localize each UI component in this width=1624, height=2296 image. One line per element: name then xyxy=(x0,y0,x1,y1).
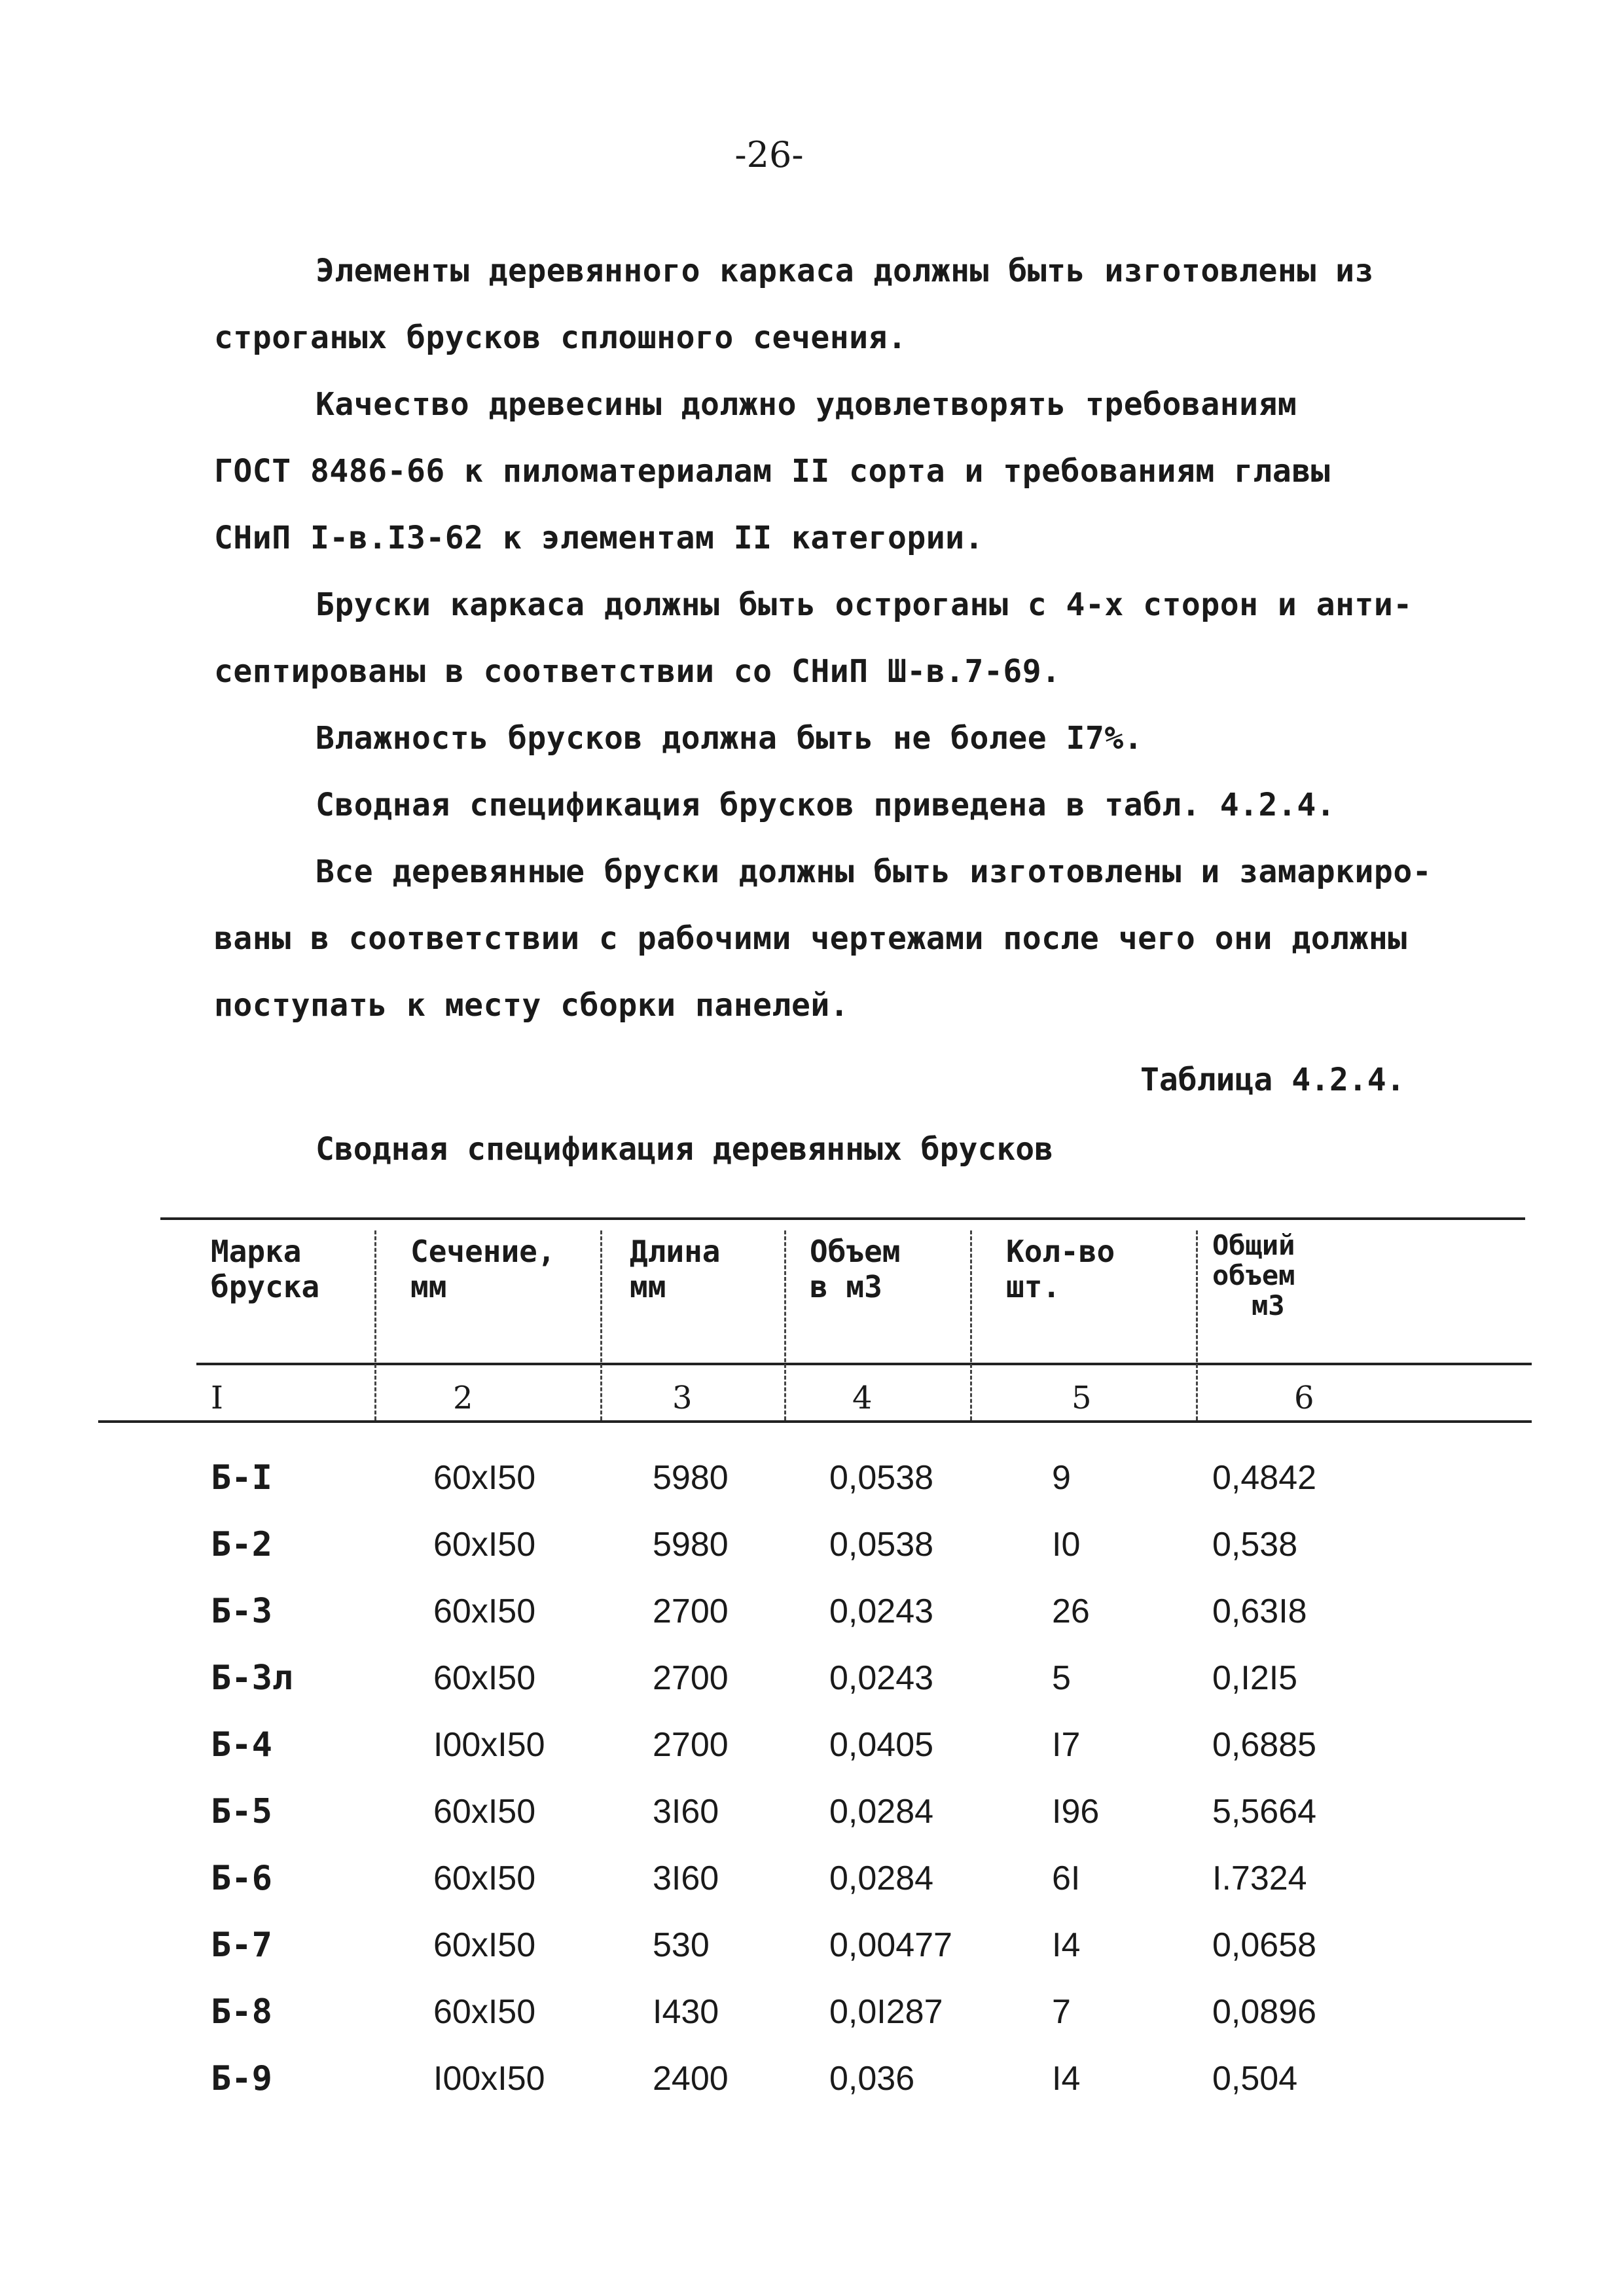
cell-count: 9 xyxy=(1052,1459,1071,1497)
table-row xyxy=(0,1592,1624,1651)
cell-length: I430 xyxy=(653,1993,719,2031)
cell-volume: 0,0284 xyxy=(829,1859,934,1897)
cell-count: I7 xyxy=(1052,1726,1081,1764)
text-line: септированы в соответствии со СНиП Ш-в.7-69. xyxy=(214,653,1061,690)
cell-length: 2400 xyxy=(653,2060,729,2098)
cell-mark: Б-I xyxy=(211,1458,272,1498)
cell-volume: 0,0538 xyxy=(829,1526,934,1564)
header-volume: Объем в м3 xyxy=(810,1234,901,1304)
cell-total: 0,538 xyxy=(1212,1526,1298,1564)
column-number: 3 xyxy=(672,1380,693,1416)
cell-mark: Б-3л xyxy=(211,1659,293,1698)
cell-count: 26 xyxy=(1052,1592,1090,1630)
cell-length: 2700 xyxy=(653,1726,729,1764)
cell-length: 530 xyxy=(653,1926,710,1964)
page-number: -26- xyxy=(734,134,804,175)
cell-total: 5,5664 xyxy=(1212,1793,1317,1831)
header-total-volume: Общий объем м3 xyxy=(1212,1229,1295,1321)
text-line: строганых брусков сплошного сечения. xyxy=(214,319,907,356)
text-line: Качество древесины должно удовлетворять требованиям xyxy=(316,386,1297,423)
table-title: Сводная спецификация деревянных брусков xyxy=(316,1131,1054,1168)
cell-volume: 0,0405 xyxy=(829,1726,934,1764)
cell-count: I0 xyxy=(1052,1526,1081,1564)
cell-section: 60xI50 xyxy=(433,1526,536,1564)
cell-count: 6I xyxy=(1052,1859,1081,1897)
cell-length: 3I60 xyxy=(653,1793,719,1831)
header-brand: Марка бруска xyxy=(211,1234,320,1304)
cell-mark: Б-5 xyxy=(211,1792,272,1831)
cell-total: I.7324 xyxy=(1212,1859,1307,1897)
column-divider xyxy=(1196,1230,1198,1420)
text-line: Влажность брусков должна быть не более I7%. xyxy=(316,720,1144,757)
text-line: поступать к месту сборки панелей. xyxy=(214,987,850,1024)
table-number-rule xyxy=(98,1420,1532,1423)
table-row xyxy=(0,1525,1624,1584)
column-number: 4 xyxy=(852,1380,873,1416)
text-line: Бруски каркаса должны быть острoганы с 4-х сторон и анти- xyxy=(316,586,1413,623)
cell-length: 5980 xyxy=(653,1526,729,1564)
cell-length: 2700 xyxy=(653,1659,729,1697)
cell-mark: Б-7 xyxy=(211,1926,272,1965)
text-line: ГОСТ 8486-66 к пиломатериалам II сорта и требованиям главы xyxy=(214,453,1331,490)
header-length: Длина мм xyxy=(630,1234,721,1304)
cell-mark: Б-2 xyxy=(211,1525,272,1564)
text-line: Сводная спецификация брусков приведена в табл. 4.2.4. xyxy=(316,787,1336,823)
cell-volume: 0,0538 xyxy=(829,1459,934,1497)
cell-section: 60xI50 xyxy=(433,1993,536,2031)
table-row xyxy=(0,1659,1624,1717)
cell-section: 60xI50 xyxy=(433,1659,536,1697)
cell-total: 0,I2I5 xyxy=(1212,1659,1298,1697)
table-row xyxy=(0,1992,1624,2051)
cell-mark: Б-6 xyxy=(211,1859,272,1898)
cell-volume: 0,0243 xyxy=(829,1592,934,1630)
cell-total: 0,504 xyxy=(1212,2060,1298,2098)
cell-count: I4 xyxy=(1052,2060,1081,2098)
cell-volume: 0,00477 xyxy=(829,1926,952,1964)
cell-count: I4 xyxy=(1052,1926,1081,1964)
table-row xyxy=(0,1458,1624,1517)
column-divider xyxy=(970,1230,972,1420)
header-count: Кол-во шт. xyxy=(1006,1234,1115,1304)
table-row xyxy=(0,1926,1624,1984)
cell-total: 0,63I8 xyxy=(1212,1592,1307,1630)
cell-length: 5980 xyxy=(653,1459,729,1497)
cell-count: I96 xyxy=(1052,1793,1100,1831)
text-line: Элементы деревянного каркаса должны быть изготовлены из xyxy=(316,253,1374,289)
cell-section: 60xI50 xyxy=(433,1592,536,1630)
table-row xyxy=(0,1725,1624,1784)
cell-section: 60xI50 xyxy=(433,1926,536,1964)
column-divider xyxy=(600,1230,602,1420)
table-label: Таблица 4.2.4. xyxy=(1140,1062,1405,1098)
cell-section: I00xI50 xyxy=(433,1726,545,1764)
cell-section: 60xI50 xyxy=(433,1859,536,1897)
column-number: 2 xyxy=(453,1380,473,1416)
text-line: ваны в соответствии с рабочими чертежами после чего они должны xyxy=(214,920,1407,957)
cell-volume: 0,0284 xyxy=(829,1793,934,1831)
cell-count: 7 xyxy=(1052,1993,1071,2031)
cell-total: 0,0658 xyxy=(1212,1926,1317,1964)
table-row xyxy=(0,1859,1624,1918)
header-section: Сечение, мм xyxy=(410,1234,556,1304)
cell-volume: 0,0I287 xyxy=(829,1993,943,2031)
table-header-rule xyxy=(196,1363,1532,1365)
cell-mark: Б-4 xyxy=(211,1725,272,1765)
column-divider xyxy=(784,1230,786,1420)
table-row xyxy=(0,1792,1624,1851)
cell-mark: Б-8 xyxy=(211,1992,272,2032)
cell-total: 0,4842 xyxy=(1212,1459,1317,1497)
cell-total: 0,6885 xyxy=(1212,1726,1317,1764)
cell-section: I00xI50 xyxy=(433,2060,545,2098)
cell-section: 60xI50 xyxy=(433,1793,536,1831)
column-number: 6 xyxy=(1294,1380,1314,1416)
cell-volume: 0,036 xyxy=(829,2060,915,2098)
cell-length: 3I60 xyxy=(653,1859,719,1897)
cell-mark: Б-9 xyxy=(211,2059,272,2098)
cell-total: 0,0896 xyxy=(1212,1993,1317,2031)
table-row xyxy=(0,2059,1624,2118)
column-number: I xyxy=(211,1380,223,1416)
table-top-rule xyxy=(160,1217,1525,1220)
cell-length: 2700 xyxy=(653,1592,729,1630)
text-line: Все деревянные бруски должны быть изготовлены и замаркиро- xyxy=(316,853,1432,890)
column-divider xyxy=(374,1230,376,1420)
cell-count: 5 xyxy=(1052,1659,1071,1697)
cell-mark: Б-3 xyxy=(211,1592,272,1631)
column-number: 5 xyxy=(1072,1380,1092,1416)
cell-section: 60xI50 xyxy=(433,1459,536,1497)
text-line: СНиП I-в.I3-62 к элементам II категории. xyxy=(214,520,984,556)
cell-volume: 0,0243 xyxy=(829,1659,934,1697)
